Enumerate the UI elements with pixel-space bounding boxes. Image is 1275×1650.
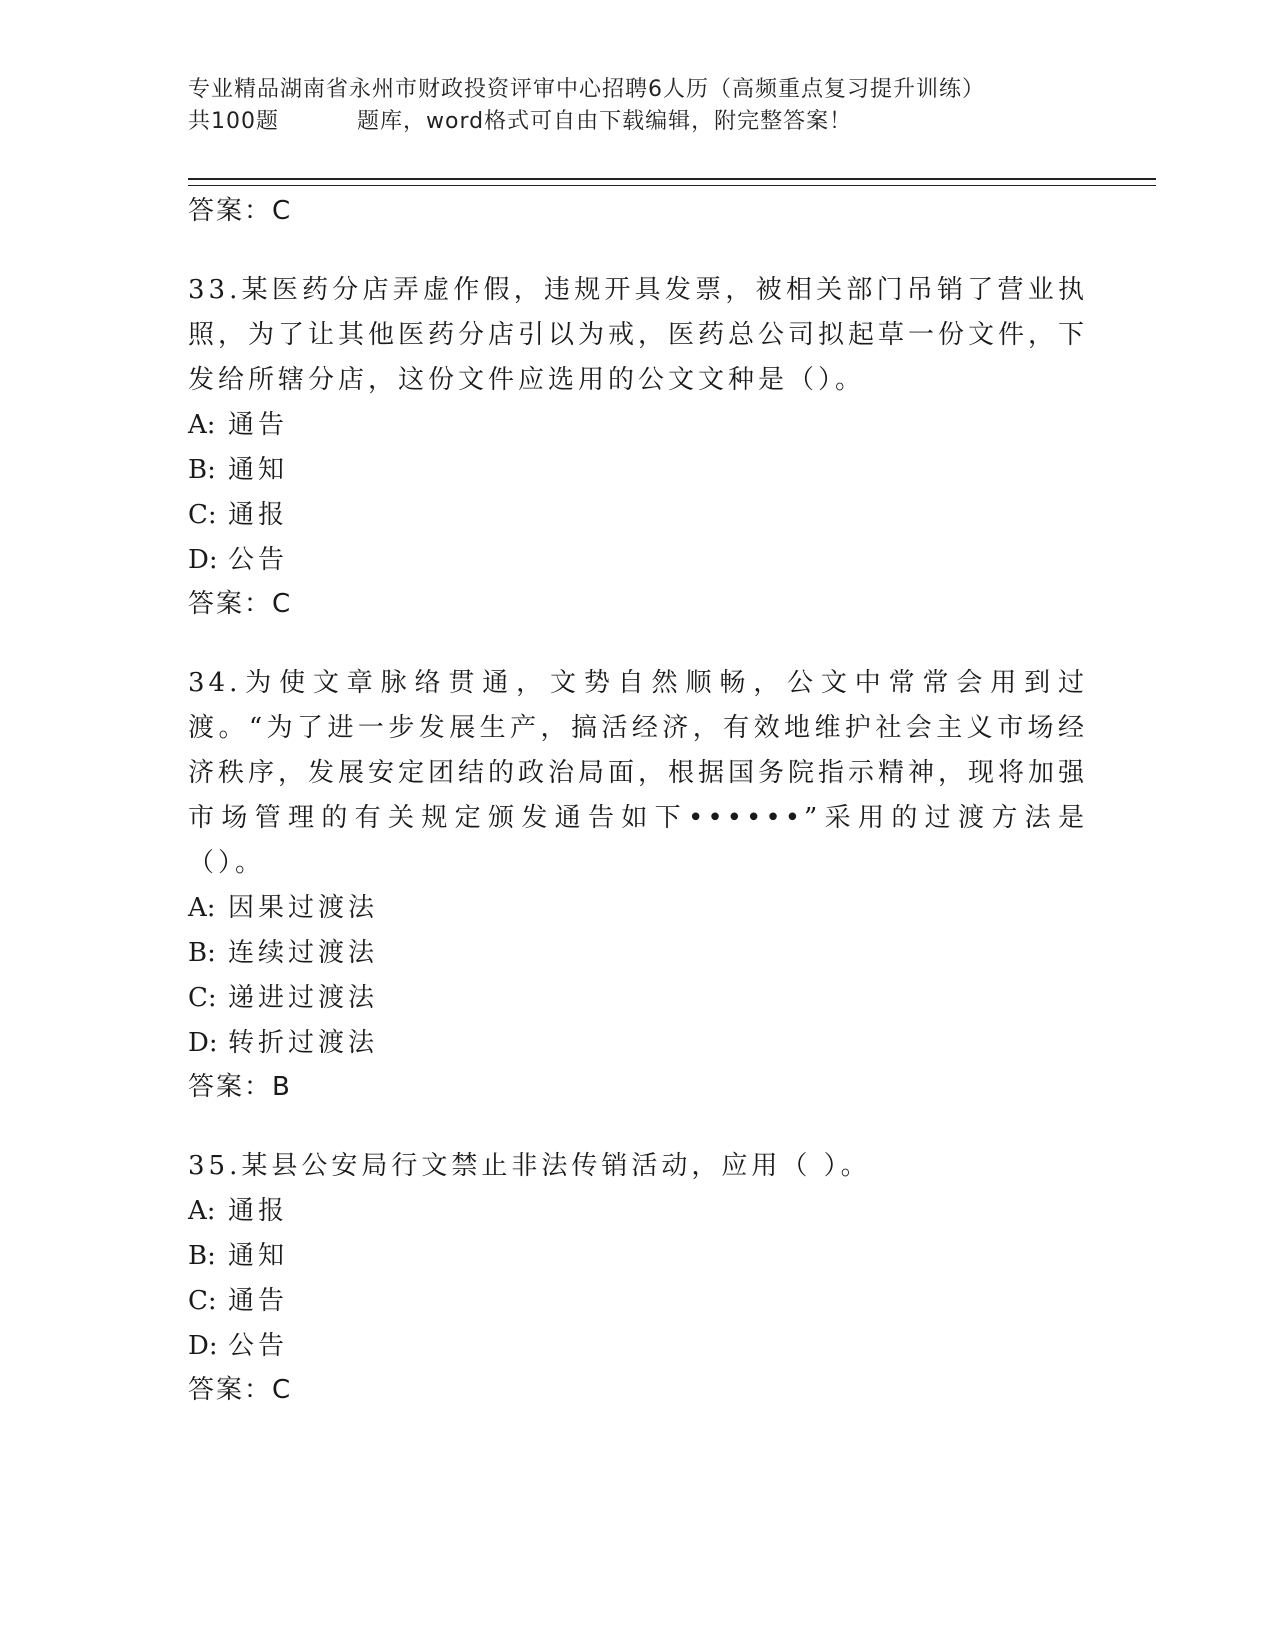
header-question-count: 共100题 <box>188 109 279 134</box>
header-description: 题库，word格式可自由下载编辑，附完整答案！ <box>357 109 853 134</box>
option-letter: D: <box>188 1028 218 1058</box>
question-34 <box>188 661 1088 1108</box>
option-a <box>188 1189 1088 1234</box>
option-letter: D: <box>188 545 218 575</box>
question-33 <box>188 268 1088 625</box>
document-body <box>188 190 1088 1411</box>
option-letter: D: <box>188 1331 218 1361</box>
header-title-line: 专业精品湖南省永州市财政投资评审中心招聘6人历（高频重点复习提升训练） <box>188 77 985 102</box>
option-text: 通知 <box>228 1241 289 1271</box>
question-text: 33.某医药分店弄虚作假，违规开具发票，被相关部门吊销了营业执照，为了让其他医药分店引以为戒，医药总公司拟起草一份文件，下发给所辖分店，这份文件应选用的公文文种是（）。 <box>188 275 1089 395</box>
option-text: 通告 <box>228 410 289 440</box>
option-text: 通知 <box>228 455 289 485</box>
option-c <box>188 493 1088 538</box>
option-b <box>188 448 1088 493</box>
option-a <box>188 886 1088 931</box>
option-a <box>188 403 1088 448</box>
option-letter: A: <box>188 410 216 440</box>
option-text: 转折过渡法 <box>228 1028 379 1058</box>
option-b <box>188 1234 1088 1279</box>
question-text: 34.为使文章脉络贯通，文势自然顺畅，公文中常常会用到过渡。“为了进一步发展生产，搞活经济，有效地维护社会主义市场经济秩序，发展安定团结的政治局面，根据国务院指示精神，现将加强市场管理的有关规定颁发通告如下••••••”采用的过渡方法是（）。 <box>188 668 1089 878</box>
option-letter: C: <box>188 500 217 530</box>
header-gap <box>279 106 357 138</box>
header-subtitle-line <box>188 106 1148 138</box>
option-c <box>188 1279 1088 1324</box>
option-letter: B: <box>188 938 216 968</box>
previous-answer: 答案：C <box>188 196 293 226</box>
option-text: 递进过渡法 <box>228 983 379 1013</box>
question-answer: 答案：B <box>188 1072 292 1102</box>
question-answer: 答案：C <box>188 589 293 619</box>
option-text: 连续过渡法 <box>228 938 379 968</box>
option-letter: A: <box>188 893 216 923</box>
question-answer: 答案：C <box>188 1375 293 1405</box>
option-letter: A: <box>188 1196 216 1226</box>
page-header <box>188 74 1148 138</box>
option-c <box>188 976 1088 1021</box>
option-letter: B: <box>188 455 216 485</box>
header-divider <box>188 178 1156 186</box>
option-letter: C: <box>188 983 217 1013</box>
option-d <box>188 1021 1088 1066</box>
question-text: 35.某县公安局行文禁止非法传销活动，应用（ ）。 <box>188 1151 871 1181</box>
question-35 <box>188 1144 1088 1411</box>
option-b <box>188 931 1088 976</box>
option-text: 公告 <box>228 1331 289 1361</box>
option-text: 公告 <box>228 545 289 575</box>
option-letter: B: <box>188 1241 216 1271</box>
option-text: 因果过渡法 <box>228 893 379 923</box>
option-text: 通报 <box>228 1196 289 1226</box>
option-letter: C: <box>188 1286 217 1316</box>
option-text: 通告 <box>228 1286 289 1316</box>
option-d <box>188 1324 1088 1369</box>
option-text: 通报 <box>228 500 289 530</box>
option-d <box>188 538 1088 583</box>
